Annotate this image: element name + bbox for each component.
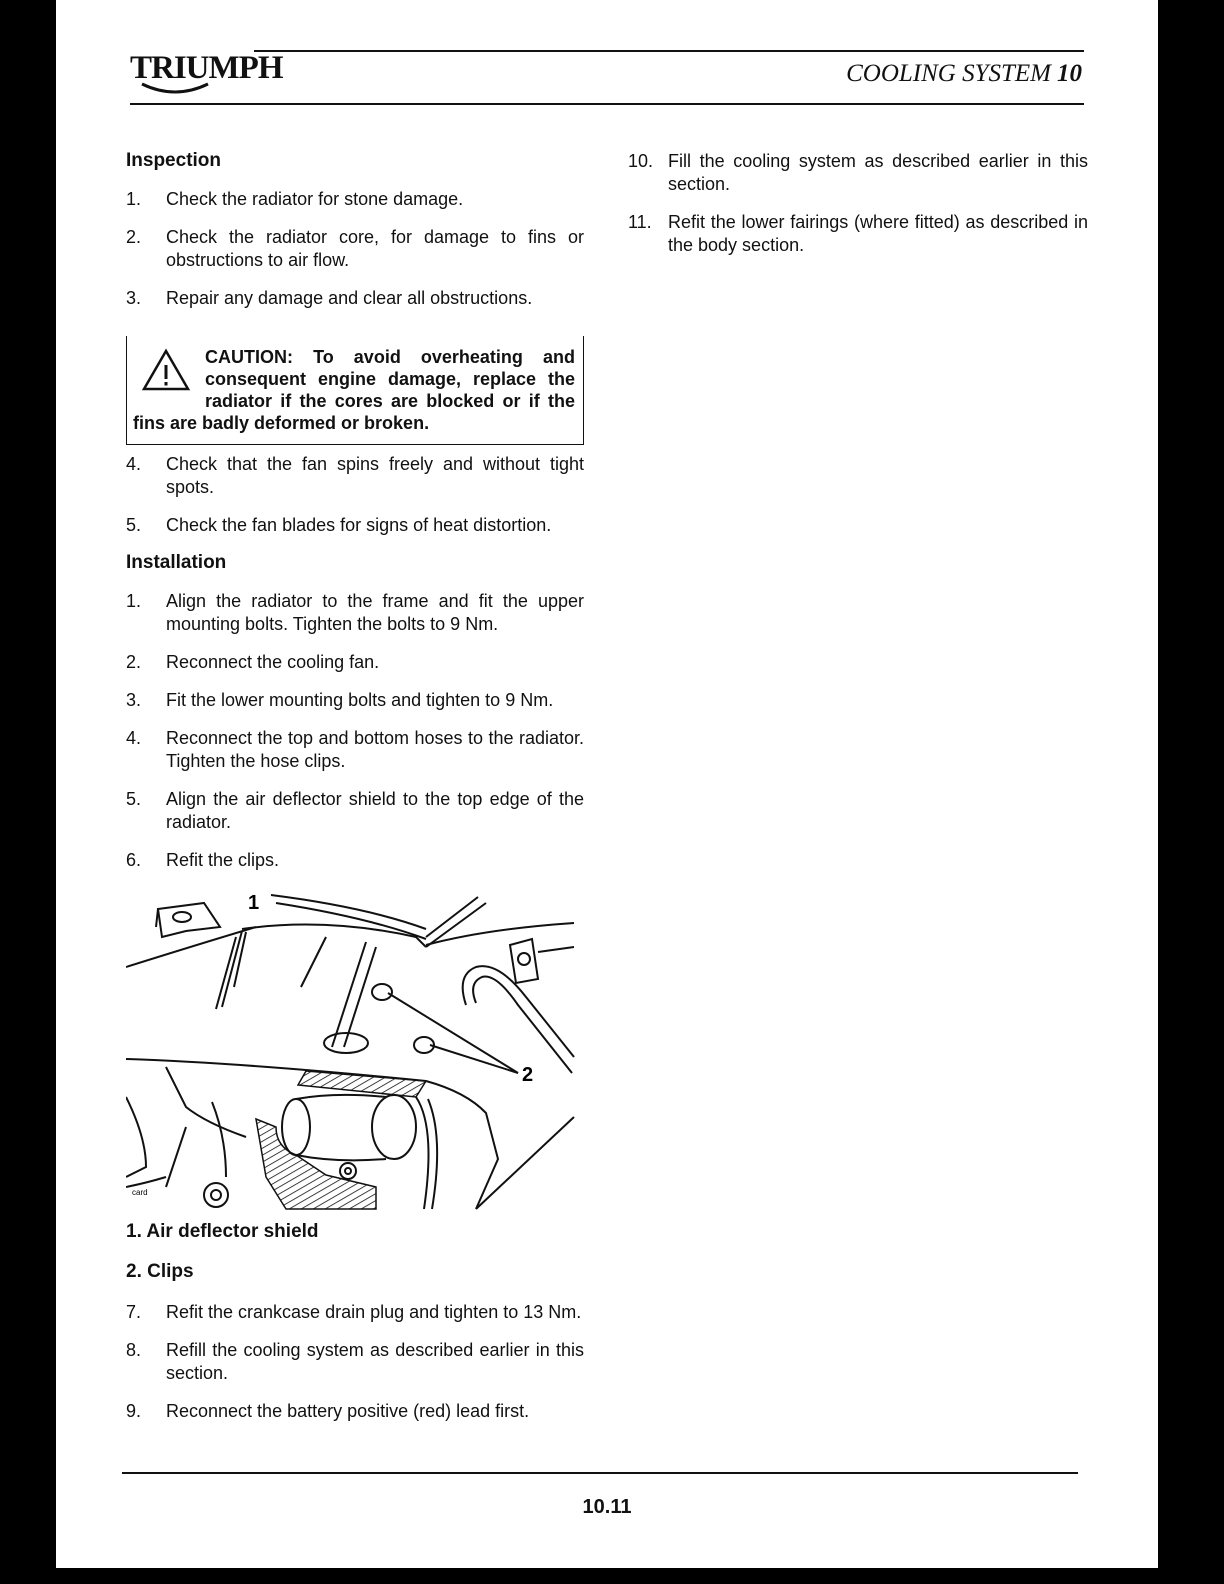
installation-step — [628, 150, 1088, 196]
figure-caption-1: 1. Air deflector shield — [126, 1221, 319, 1242]
inspection-step — [126, 514, 584, 537]
figure-caption-2: 2. Clips — [126, 1261, 194, 1282]
step-number: 9. — [126, 1401, 142, 1421]
warning-triangle-icon — [141, 348, 191, 392]
step-text: Check the radiator core, for damage to fins or obstructions to air flow. — [166, 227, 584, 270]
step-number: 4. — [126, 454, 142, 474]
step-text: Reconnect the cooling fan. — [166, 652, 380, 672]
step-text: Refit the crankcase drain plug and tighten to 13 Nm. — [166, 1302, 582, 1322]
step-text: Check the fan blades for signs of heat distortion. — [166, 515, 552, 535]
inspection-step — [126, 453, 584, 499]
step-number: 10. — [628, 151, 654, 171]
inspection-step — [126, 226, 584, 272]
step-number: 3. — [126, 288, 142, 308]
step-text: Repair any damage and clear all obstructions. — [166, 288, 533, 308]
installation-step — [126, 1339, 584, 1385]
callout-1: 1 — [248, 892, 260, 914]
caution-text: CAUTION: To avoid overheating and consequent engine damage, replace the radiator if the cores are blocked or if the fins are badly deformed or broken. — [133, 347, 575, 433]
radiator-line-drawing — [126, 887, 584, 1217]
installation-heading: Installation — [126, 552, 227, 573]
section-title-text: COOLING SYSTEM — [846, 60, 1051, 87]
step-text: Check that the fan spins freely and without tight spots. — [166, 454, 584, 497]
section-title — [846, 60, 1082, 88]
step-number: 8. — [126, 1340, 142, 1360]
callout-2: 2 — [522, 1064, 534, 1086]
installation-step — [126, 788, 584, 834]
inspection-step — [126, 287, 584, 310]
right-column — [628, 150, 1088, 272]
installation-step — [126, 727, 584, 773]
installation-step — [126, 689, 584, 712]
installation-step — [126, 590, 584, 636]
caution-box — [126, 336, 584, 445]
left-column — [126, 150, 584, 1438]
step-number: 11. — [628, 212, 652, 232]
inspection-heading: Inspection — [126, 150, 222, 171]
header-rule-bottom — [130, 103, 1084, 105]
step-text: Reconnect the battery positive (red) lead first. — [166, 1401, 530, 1421]
step-number: 1. — [126, 591, 142, 611]
step-text: Fill the cooling system as described earlier in this section. — [668, 151, 1088, 194]
installation-step — [126, 1301, 584, 1324]
step-number: 7. — [126, 1302, 142, 1322]
step-text: Align the radiator to the frame and fit the upper mounting bolts. Tighten the bolts to 9 Nm. — [166, 591, 584, 634]
installation-step — [126, 1400, 584, 1423]
step-number: 6. — [126, 850, 142, 870]
step-number: 4. — [126, 728, 142, 748]
footer-rule — [122, 1472, 1078, 1474]
installation-step — [126, 849, 584, 872]
step-number: 2. — [126, 227, 142, 247]
page-number: 10.11 — [582, 1496, 632, 1518]
artist-mark: card — [132, 1188, 148, 1197]
triumph-logo: TRIUMPH — [130, 50, 283, 86]
step-number: 5. — [126, 789, 142, 809]
step-text: Fit the lower mounting bolts and tighten to 9 Nm. — [166, 690, 554, 710]
step-text: Align the air deflector shield to the top edge of the radiator. — [166, 789, 584, 832]
section-number: 10 — [1057, 60, 1082, 87]
step-text: Refill the cooling system as described earlier in this section. — [166, 1340, 584, 1383]
step-number: 3. — [126, 690, 142, 710]
installation-step — [126, 651, 584, 674]
step-text: Refit the lower fairings (where fitted) as described in the body section. — [668, 212, 1088, 255]
step-number: 1. — [126, 189, 142, 209]
radiator-illustration — [126, 887, 584, 1217]
step-text: Refit the clips. — [166, 850, 280, 870]
step-text: Check the radiator for stone damage. — [166, 189, 464, 209]
logo-swoosh-icon — [140, 82, 210, 96]
step-text: Reconnect the top and bottom hoses to the radiator. Tighten the hose clips. — [166, 728, 584, 771]
header-rule-top — [254, 50, 1084, 52]
step-number: 5. — [126, 515, 142, 535]
inspection-step — [126, 188, 584, 211]
manual-page — [56, 0, 1158, 1568]
installation-step — [628, 211, 1088, 257]
step-number: 2. — [126, 652, 142, 672]
